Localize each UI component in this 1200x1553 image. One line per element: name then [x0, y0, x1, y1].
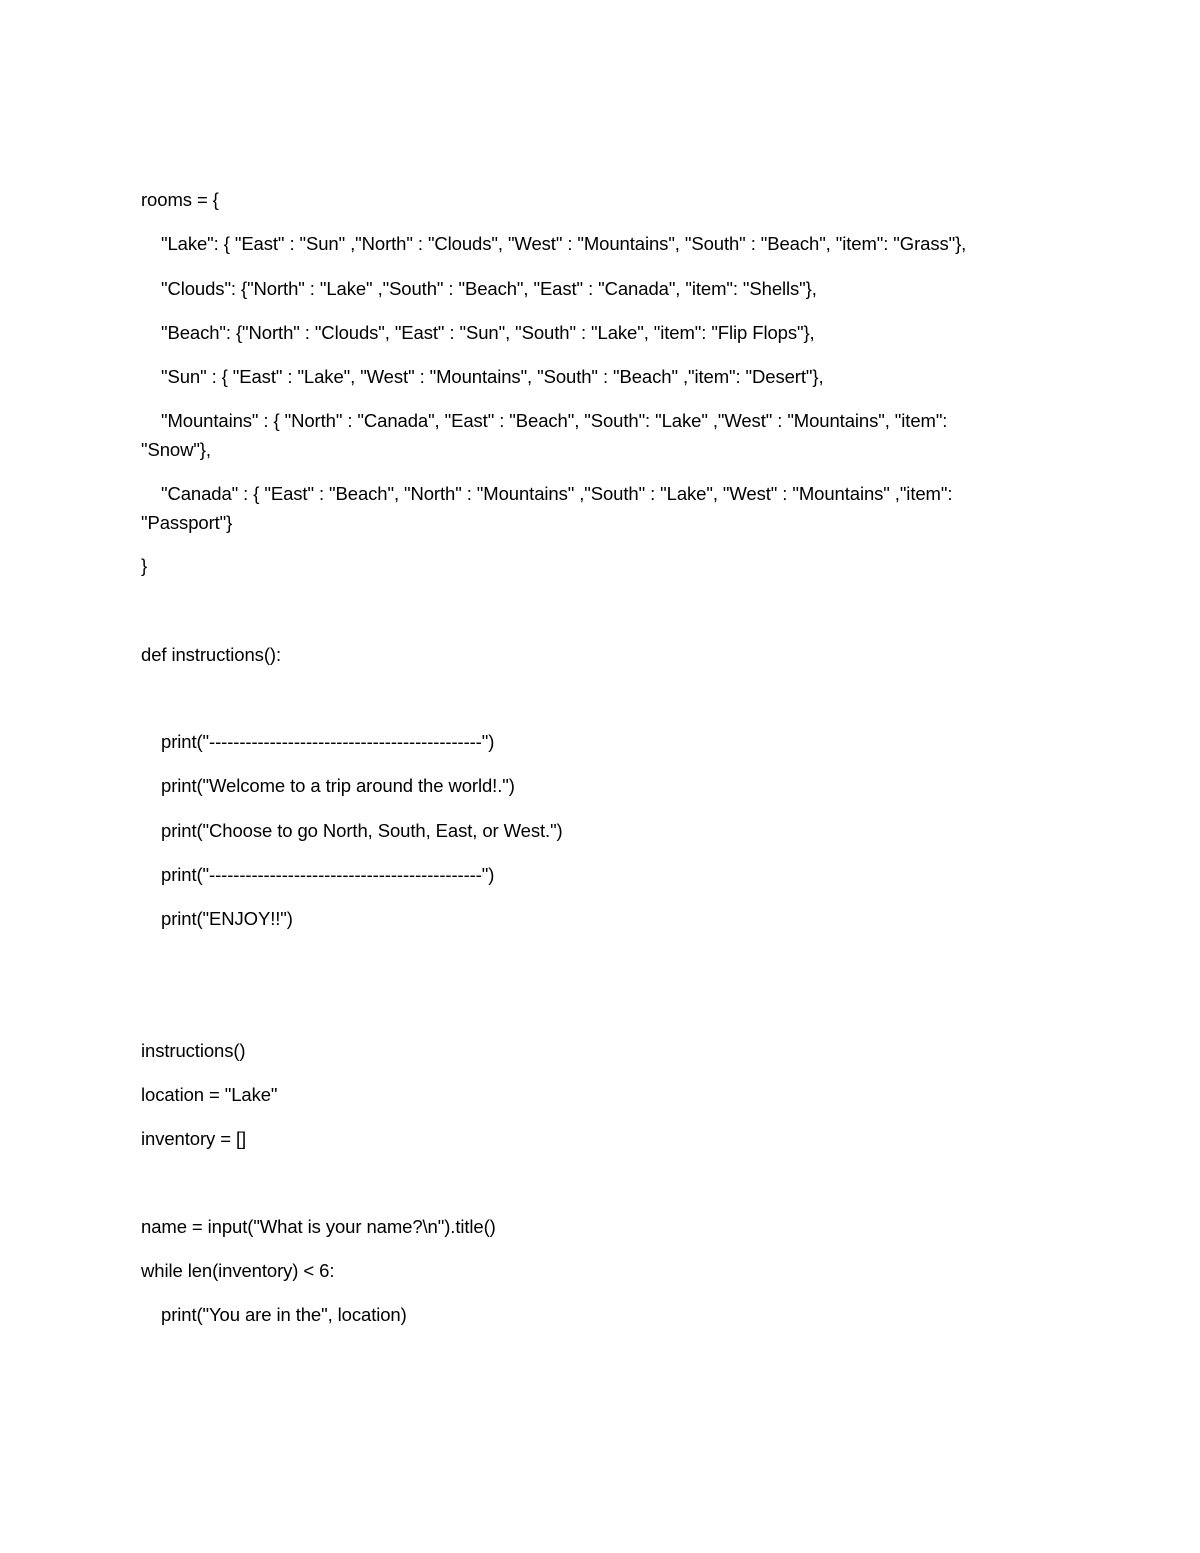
code-line-beach: "Beach": {"North" : "Clouds", "East" : "Sun", "South" : "Lake", "item": "Flip Flops"}, [161, 322, 815, 343]
code-line-canada: "Canada" : { "East" : "Beach", "North" : "Mountains" ,"South" : "Lake", "West" : "Mountains" ,"item": [161, 483, 953, 504]
code-line-rooms-open: rooms = { [141, 189, 219, 210]
code-line-def-instructions: def instructions(): [141, 644, 281, 665]
code-line-print-location: print("You are in the", location) [161, 1304, 407, 1325]
code-line-mountains-cont: "Snow"}, [141, 439, 211, 460]
code-line-rooms-close: } [141, 555, 148, 576]
code-line-inventory: inventory = [] [141, 1128, 247, 1149]
code-line-print-divider-1: print("---------------------------------------------") [161, 731, 495, 752]
code-line-location: location = "Lake" [141, 1084, 278, 1105]
code-line-call-instructions: instructions() [141, 1040, 246, 1061]
code-line-print-divider-2: print("---------------------------------------------") [161, 864, 495, 885]
code-line-lake: "Lake": { "East" : "Sun" ,"North" : "Clouds", "West" : "Mountains", "South" : "Beach", "item": "Grass"}, [161, 233, 967, 254]
code-line-sun: "Sun" : { "East" : "Lake", "West" : "Mountains", "South" : "Beach" ,"item": "Desert"}, [161, 366, 824, 387]
code-line-mountains: "Mountains" : { "North" : "Canada", "East" : "Beach", "South": "Lake" ,"West" : "Mountains", "item": [161, 410, 948, 431]
code-line-name-input: name = input("What is your name?\n").title() [141, 1216, 496, 1237]
code-line-canada-cont: "Passport"} [141, 512, 233, 533]
code-line-print-choose: print("Choose to go North, South, East, or West.") [161, 820, 563, 841]
code-line-clouds: "Clouds": {"North" : "Lake" ,"South" : "Beach", "East" : "Canada", "item": "Shells"}, [161, 278, 817, 299]
code-line-print-welcome: print("Welcome to a trip around the world!.") [161, 775, 515, 796]
code-line-print-enjoy: print("ENJOY!!") [161, 908, 293, 929]
code-line-while: while len(inventory) < 6: [141, 1260, 335, 1281]
